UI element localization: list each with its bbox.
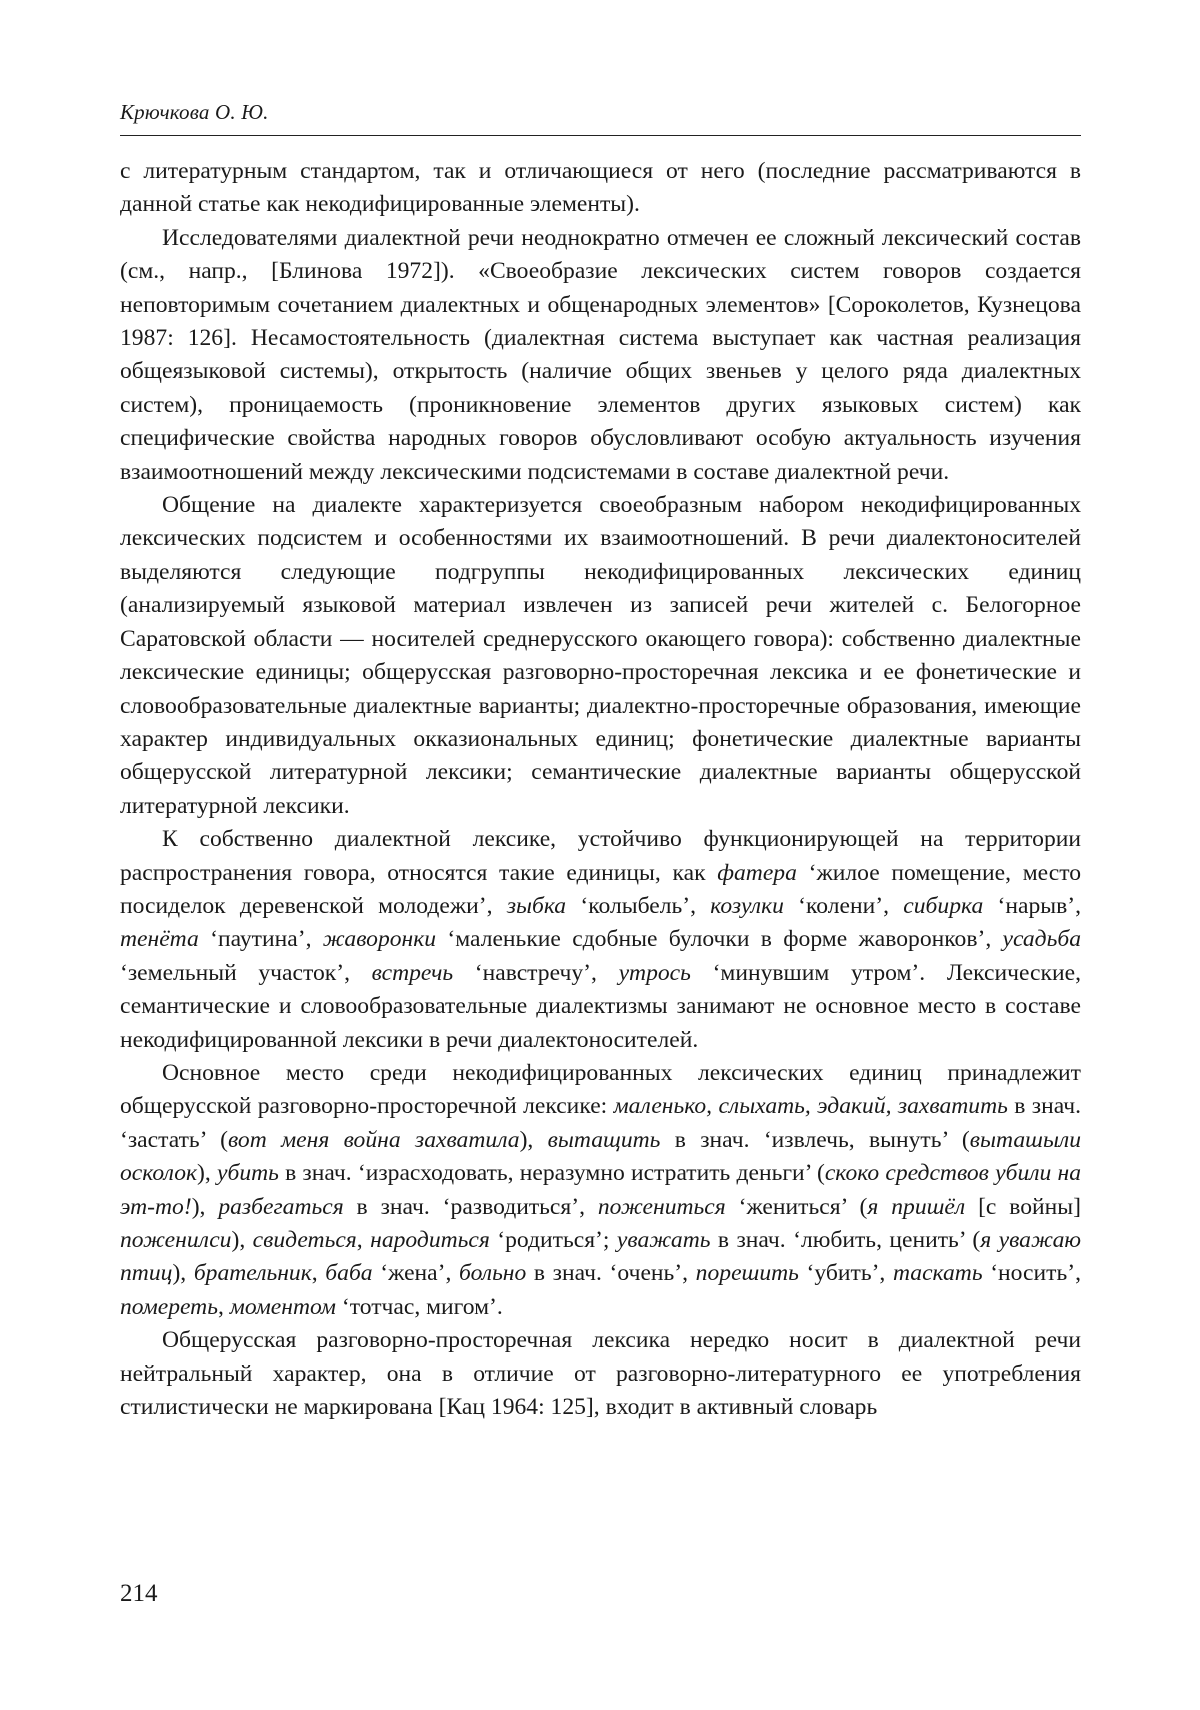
paragraph-p4 [120,823,1081,1057]
paragraph-p2 [120,222,1081,489]
example-word: сибирка [903,892,984,919]
example-word: вытащить [547,1126,661,1153]
example-word: свидеться [252,1227,357,1253]
text-segment: в знач. ‘очень’, [526,1260,696,1287]
example-word: порешить [695,1260,799,1287]
text-segment: ), [231,1227,253,1253]
text-segment: ‘колыбель’, [566,892,711,919]
text-segment: К собственно диалектной лексике, устойчиво функционирующей на территории распространения говора, относятся такие единицы, как [120,826,1081,886]
text-segment: ‘маленькие сдобные булочки в форме жаворонков’, [436,926,1003,953]
text-segment: ‘паутина’, [198,926,323,953]
example-word: брательник [193,1260,312,1287]
text-segment: в знач. ‘израсходовать, неразумно истратить деньги’ ( [278,1160,825,1187]
text-segment: ‘колени’, [783,892,904,919]
text-segment: Общение на диалекте характеризуется своеобразным набором некодифицированных лексических подсистем и особенностями их взаимоотношений. В речи диалектоносителей выделяются следующие подгруппы некодифицированных лексических единиц (анализируемый языковой материал извлечен из записей речи жителей с. Белогорное Саратовской области — носителей среднерусского окающего говора): собственно диалектные лексические единицы; общерусская разговорно-просторечная лексика и ее фонетические и словообразовательные диалектные варианты; диалектно-просторечные образования, имеющие характер индивидуальных окказиональных единиц; фонетические диалектные варианты общерусской литературной лексики; семантические диалектные варианты общерусской литературной лексики. [120,492,1081,819]
text-segment: в знач. ‘извлечь, вынуть’ ( [660,1126,970,1153]
text-segment: ‘родиться’; [489,1227,617,1253]
text-segment: с литературным стандартом, так и отличающиеся от него (последние рассматриваются в данной статье как некодифицированные элементы). [120,158,1081,218]
example-word: баба [325,1260,373,1287]
text-segment: ‘убить’, [798,1260,893,1287]
example-word: встречь [371,959,454,986]
text-segment: Исследователями диалектной речи неоднократно отмечен ее сложный лексический состав (см., напр., [Блинова 1972]). «Своеобразие лексических систем говоров создается неповторимым сочетанием диалектных и общенародных элементов» [Сороколетов, Кузнецова 1987: 126]. Несамостоятельность (диалектная система выступает как частная реализация общеязыковой системы), открытость (наличие общих звеньев у целого ряда диалектных систем), проницаемость (проникновение элементов других языковых систем) как специфические свойства народных говоров обусловливают особую актуальность изучения взаимоотношений между лексическими подсистемами в составе диалектной речи. [120,224,1081,485]
text-segment: ‘жилое помещение, место посиделок деревенской молодежи’, [120,859,1081,919]
text-segment: ), [519,1126,548,1153]
text-segment: ‘жена’, [372,1260,460,1287]
text-segment: ), [197,1160,217,1187]
running-head-author: Крючкова О. Ю. [120,100,269,124]
text-segment: ), [172,1260,194,1287]
example-word: помереть [120,1293,218,1320]
body-text [120,155,1081,1424]
example-word: народиться [370,1227,490,1253]
example-word: усадьба [1002,926,1081,953]
text-segment: ‘нарыв’, [983,892,1081,919]
text-segment: в знач. ‘разводиться’, [343,1193,598,1220]
example-word: фатера [717,859,797,886]
example-word: разбегаться [218,1193,344,1220]
text-segment: ‘тотчас, мигом’. [335,1293,503,1320]
text-segment: , [217,1293,230,1320]
text-segment: ‘навстречу’, [453,959,619,986]
paragraph-p5 [120,1057,1081,1324]
page-number: 214 [120,1580,158,1607]
text-segment: [с войны] [965,1193,1082,1220]
text-segment: в знач. ‘любить, ценить’ ( [710,1227,981,1253]
text-segment: ‘минувшим утром’. Лексические, семантические и словообразовательные диалектизмы занимают не основное место в составе некодифицированной лексики в речи диалектоносителей. [120,959,1081,1053]
text-segment: Общерусская разговорно-просторечная лексика нередко носит в диалектной речи нейтральный характер, она в отличие от разговорно-литературного ее употребления стилистически не маркирована [Кац 1964: 125], входит в активный словарь [120,1327,1081,1421]
example-word: зыбка [506,892,567,919]
example-word: уважать [616,1227,711,1253]
text-segment: ), [191,1193,219,1220]
example-word: маленько, слыхать, эдакий, захватить [613,1093,1008,1120]
example-word: вот меня война захватила [227,1126,520,1153]
text-segment: Основное место среди некодифицированных лексических единиц принадлежит общерусской разговорно-просторечной лексике: [120,1059,1081,1120]
example-word: моментом [229,1293,336,1320]
example-word: таскать [892,1260,983,1287]
example-word: тенёта [120,926,199,953]
example-word: больно [459,1260,527,1287]
example-word: поженилси [120,1227,232,1253]
paragraph-p3 [120,489,1081,823]
example-word: пожениться [597,1193,726,1220]
text-segment: в знач. ‘застать’ ( [120,1093,1081,1153]
example-word: жаворонки [322,926,437,953]
text-segment: ‘жениться’ ( [725,1193,868,1220]
paragraph-p1 [120,155,1081,222]
text-segment: ‘земельный участок’, [120,959,372,986]
text-segment: , [311,1260,326,1287]
example-word: козулки [710,892,784,919]
example-word: убить [216,1160,279,1187]
example-word: выташыли осколок [120,1126,1082,1187]
paragraph-p6 [120,1324,1081,1424]
example-word: я пришёл [867,1193,966,1220]
text-segment: ‘носить’, [982,1260,1081,1287]
header-rule [120,135,1081,136]
example-word: я уважаю птиц [120,1227,1082,1287]
example-word: скоко средствов убили на эт-то! [120,1160,1082,1220]
example-word: утрось [618,959,691,986]
text-segment: , [356,1227,371,1253]
